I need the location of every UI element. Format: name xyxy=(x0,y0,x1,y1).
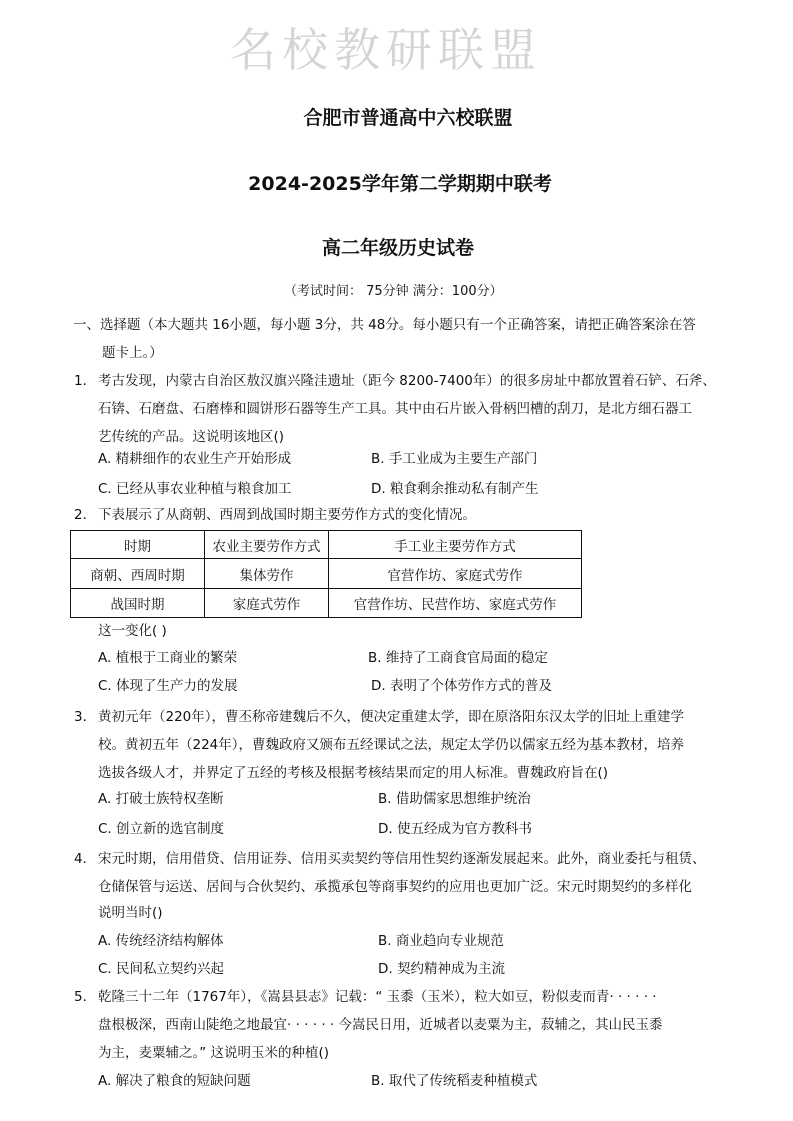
q4-number: 4． xyxy=(74,851,97,867)
section-heading-cont: 题卡上。） xyxy=(102,345,163,361)
table-header-row xyxy=(71,531,582,559)
q1-stem: 考古发现，内蒙古自治区敖汉旗兴隆洼遗址（距今 8200-7400年）的很多房址中都放置着石铲、石斧、 xyxy=(98,373,716,389)
labor-table xyxy=(70,530,582,618)
table-cell: 家庭式劳作 xyxy=(205,589,329,618)
table-cell: 战国时期 xyxy=(71,589,205,618)
q3-option-b[interactable]: B. 借助儒家思想维护统治 xyxy=(378,791,531,807)
table-header: 农业主要劳作方式 xyxy=(205,531,329,559)
q5-stem: 乾隆三十二年（1767年），《嵩县县志》记载：“ 玉黍（玉米），粒大如豆，粉似麦而青· · · · · · xyxy=(98,989,657,1005)
q5-number: 5． xyxy=(74,989,97,1005)
section-heading: 一、选择题（本大题共 16小题，每小题 3分，共 48分。每小题只有一个正确答案，请把正确答案涂在答 xyxy=(73,317,696,333)
q1-stem: 石锛、石磨盘、石磨棒和圆饼形石器等生产工具。其中由石片嵌入骨柄凹槽的刮刀，是北方细石器工 xyxy=(98,401,692,417)
q3-option-c[interactable]: C. 创立新的选官制度 xyxy=(98,821,225,837)
q2-option-c[interactable]: C. 体现了生产力的发展 xyxy=(98,678,238,694)
q1-stem: 艺传统的产品。这说明该地区() xyxy=(98,429,285,445)
table-cell: 商朝、西周时期 xyxy=(71,559,205,589)
table-cell: 官营作坊、家庭式劳作 xyxy=(329,559,582,589)
table-row xyxy=(71,559,582,589)
table-cell: 官营作坊、民营作坊、家庭式劳作 xyxy=(329,589,582,618)
table-row xyxy=(71,589,582,618)
q4-stem: 宋元时期，信用借贷、信用证券、信用买卖契约等信用性契约逐渐发展起来。此外，商业委托与租赁、 xyxy=(98,851,706,867)
q4-option-a[interactable]: A. 传统经济结构解体 xyxy=(98,933,224,949)
q1-option-c[interactable]: C. 已经从事农业种植与粮食加工 xyxy=(98,481,292,497)
q3-stem: 选拔各级人才，并界定了五经的考核及根据考核结果而定的用人标准。曹魏政府旨在() xyxy=(98,765,609,781)
q5-option-b[interactable]: B. 取代了传统稻麦种植模式 xyxy=(371,1073,538,1089)
q1-option-b[interactable]: B. 手工业成为主要生产部门 xyxy=(371,451,538,467)
table-cell: 集体劳作 xyxy=(205,559,329,589)
watermark: 名校教研联盟 xyxy=(230,23,542,77)
table-header: 手工业主要劳作方式 xyxy=(329,531,582,559)
q2-option-b[interactable]: B. 维持了工商食官局面的稳定 xyxy=(368,650,548,666)
school-title: 合肥市普通高中六校联盟 xyxy=(303,107,513,129)
q2-number: 2． xyxy=(74,507,97,523)
q2-stem: 下表展示了从商朝、西周到战国时期主要劳作方式的变化情况。 xyxy=(98,507,476,523)
q4-option-b[interactable]: B. 商业趋向专业规范 xyxy=(378,933,504,949)
q5-stem: 盘根极深，西南山陡绝之地最宜· · · · · · 今嵩民日用，近城者以麦粟为主，菽辅之，其山民玉黍 xyxy=(98,1017,663,1033)
q1-number: 1． xyxy=(74,373,97,389)
q3-option-d[interactable]: D. 使五经成为官方教科书 xyxy=(378,821,532,837)
q2-question: 这一变化( ) xyxy=(98,623,167,639)
q3-stem: 校。黄初五年（224年），曹魏政府又颁布五经课试之法，规定太学仍以儒家五经为基本教材，培养 xyxy=(98,737,685,753)
q4-stem: 说明当时() xyxy=(98,905,163,921)
q5-option-a[interactable]: A. 解决了粮食的短缺问题 xyxy=(98,1073,251,1089)
q2-option-d[interactable]: D. 表明了个体劳作方式的普及 xyxy=(371,678,552,694)
exam-title: 2024-2025学年第二学期期中联考 xyxy=(248,173,552,195)
q1-option-d[interactable]: D. 粮食剩余推动私有制产生 xyxy=(371,481,539,497)
q3-stem: 黄初元年（220年），曹丕称帝建魏后不久，便决定重建太学，即在原洛阳东汉太学的旧址上重建学 xyxy=(98,709,685,725)
q3-number: 3． xyxy=(74,709,97,725)
q4-option-d[interactable]: D. 契约精神成为主流 xyxy=(378,961,505,977)
q5-stem: 为主，麦粟辅之。” 这说明玉米的种植() xyxy=(98,1045,330,1061)
q2-option-a[interactable]: A. 植根于工商业的繁荣 xyxy=(98,650,238,666)
subject-title: 高二年级历史试卷 xyxy=(321,237,474,259)
q4-stem: 仓储保管与运送、居间与合伙契约、承揽承包等商事契约的应用也更加广泛。宋元时期契约的多样化 xyxy=(98,879,692,895)
exam-info: （考试时间： 75分钟 满分：100分） xyxy=(284,284,503,299)
table-header: 时期 xyxy=(71,531,205,559)
q4-option-c[interactable]: C. 民间私立契约兴起 xyxy=(98,961,225,977)
q3-option-a[interactable]: A. 打破士族特权垄断 xyxy=(98,791,224,807)
q1-option-a[interactable]: A. 精耕细作的农业生产开始形成 xyxy=(98,451,292,467)
